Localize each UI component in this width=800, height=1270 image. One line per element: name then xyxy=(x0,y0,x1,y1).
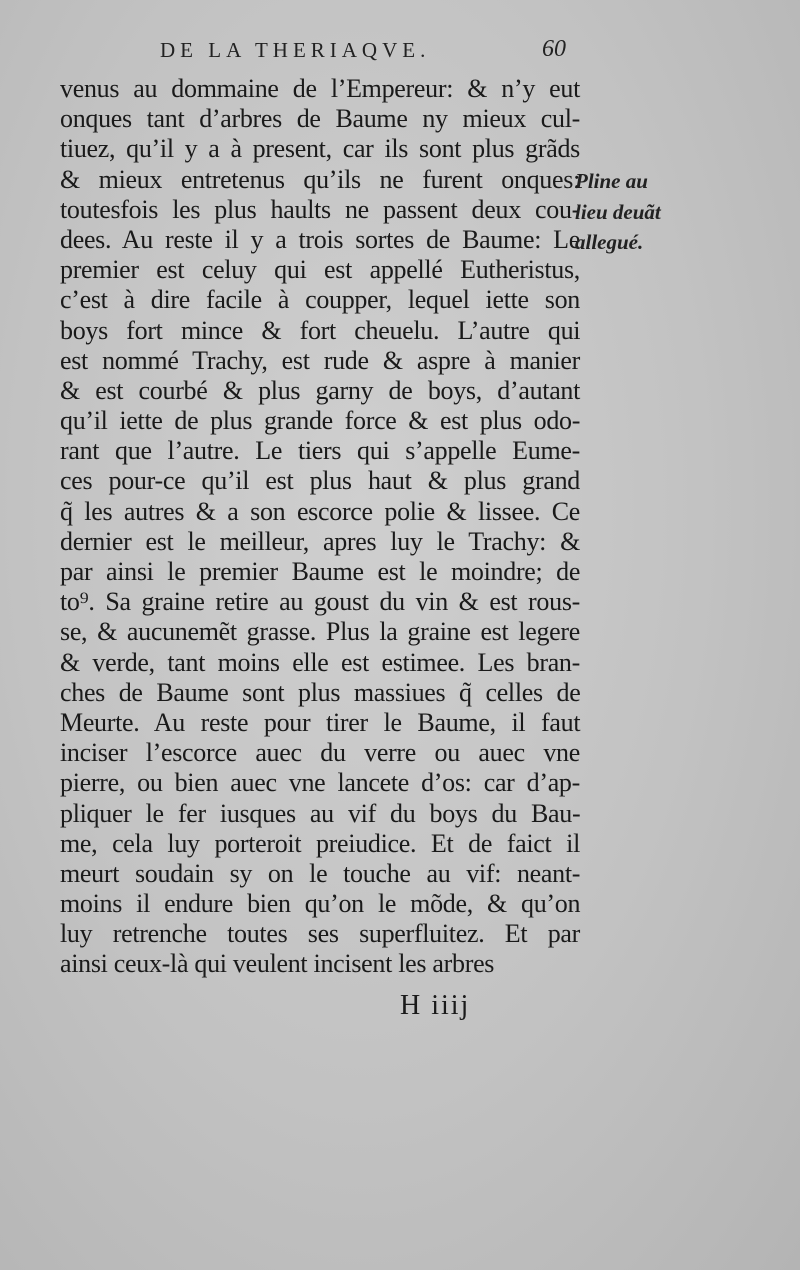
text-line: inciser l’escorce auec du verre ou auec vne xyxy=(60,738,580,768)
marginal-note-line: lieu deuãt xyxy=(575,199,661,224)
text-line: qu’il iette de plus grande force & est plus odo- xyxy=(60,406,581,436)
page-header xyxy=(160,38,580,72)
text-line: boys fort mince & fort cheuelu. L’autre qui xyxy=(60,315,581,345)
text-line: tiuez, qu’il y a à present, car ils sont plus grãds xyxy=(60,134,580,164)
text-line: dernier est le meilleur, apres luy le Trachy: & xyxy=(60,526,580,556)
text-line: toutesfois les plus haults ne passent deux cou- xyxy=(60,194,580,224)
text-line: & mieux entretenus qu’ils ne furent onques: xyxy=(60,164,580,194)
text-line: pliquer le fer iusques au vif du boys du Bau- xyxy=(60,798,581,828)
text-line: premier est celuy qui est appellé Eutheristus, xyxy=(60,255,580,285)
text-line: me, cela luy porteroit preiudice. Et de faict il xyxy=(60,828,580,858)
marginal-note-line: allegué. xyxy=(575,230,644,254)
page-number: 60 xyxy=(542,36,566,62)
text-line: moins il endure bien qu’on le mõde, & qu’on xyxy=(60,889,581,919)
text-line: rant que l’autre. Le tiers qui s’appelle Eume- xyxy=(60,436,580,466)
text-line: par ainsi le premier Baume est le moindre; de xyxy=(60,557,581,586)
text-line: venus au dommaine de l’Empereur: & n’y eut xyxy=(60,74,580,103)
marginal-note xyxy=(575,166,695,258)
text-line: ces pour-ce qu’il est plus haut & plus grand xyxy=(60,466,580,496)
text-line: & verde, tant moins elle est estimee. Les bran- xyxy=(60,647,580,677)
text-line: ainsi ceux-là qui veulent incisent les arbres xyxy=(60,949,495,979)
text-line: q̃ les autres & a son escorce polie & lissee. Ce xyxy=(60,496,581,526)
text-line: meurt soudain sy on le touche au vif: neant- xyxy=(60,858,581,888)
text-line: ches de Baume sont plus massiues q̃ celles de xyxy=(60,677,581,707)
running-title: DE LA THERIAQVE. xyxy=(160,38,431,62)
body-text xyxy=(60,74,580,980)
text-line: Meurte. Au reste pour tirer le Baume, il faut xyxy=(60,707,581,737)
text-line: to⁹. Sa graine retire au goust du vin & est rous- xyxy=(60,587,580,617)
text-line: onques tant d’arbres de Baume ny mieux cul- xyxy=(60,104,581,134)
text-line: dees. Au reste il y a trois sortes de Baume: Le xyxy=(60,224,580,254)
text-line: est nommé Trachy, est rude & aspre à manier xyxy=(60,345,580,375)
text-line: se, & aucunemẽt grasse. Plus la graine est legere xyxy=(60,617,580,647)
text-line: & est courbé & plus garny de boys, d’autant xyxy=(60,375,581,405)
text-line: c’est à dire facile à coupper, lequel iette son xyxy=(60,285,580,315)
signature-mark: H iiij xyxy=(400,990,471,1021)
marginal-note-line: Pline au xyxy=(575,169,648,193)
text-line: luy retrenche toutes ses superfluitez. Et par xyxy=(60,919,580,949)
text-line: pierre, ou bien auec vne lancete d’os: car d’ap- xyxy=(60,768,580,798)
